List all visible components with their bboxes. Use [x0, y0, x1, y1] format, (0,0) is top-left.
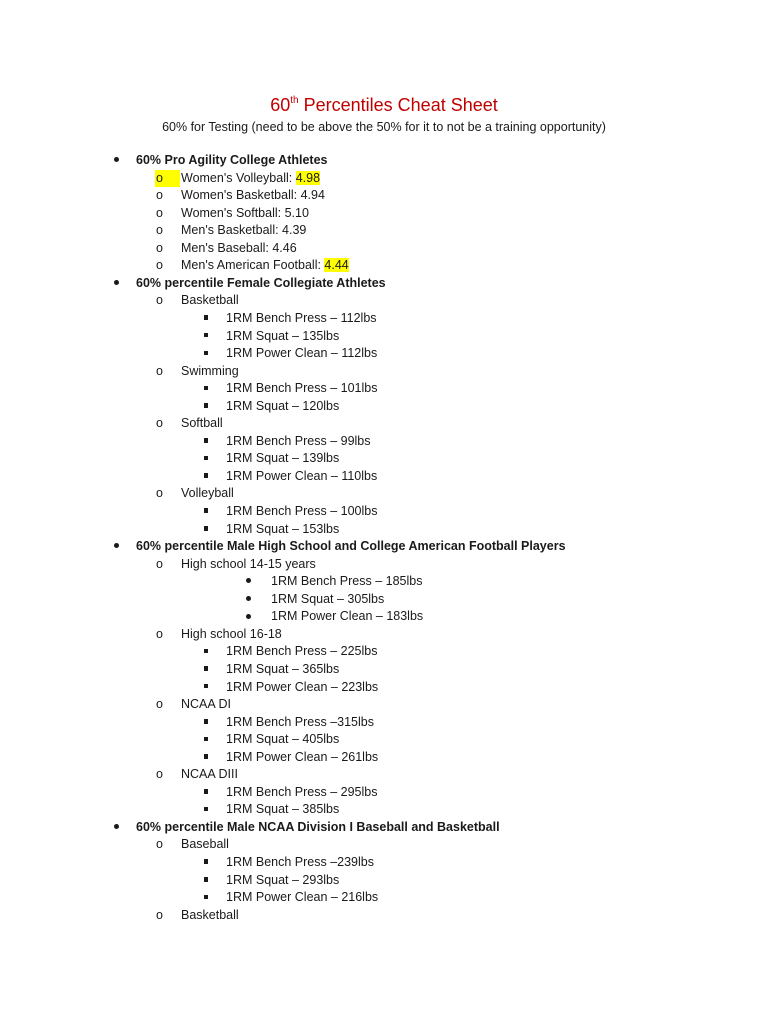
list-item-text: 1RM Bench Press – 295lbs: [226, 784, 378, 799]
list-item: [226, 398, 339, 416]
list-item-text: 60% percentile Male High School and College American Football Players: [136, 539, 566, 554]
list-item: [226, 749, 378, 767]
bullet-square-marker: [202, 345, 210, 363]
list-item-text: Softball: [181, 416, 223, 431]
bullet-square-marker: [202, 310, 210, 328]
list-item: [226, 661, 339, 679]
bullet-o-marker: o: [156, 556, 163, 571]
list-item-text: Women's Softball: 5.10: [181, 205, 309, 220]
list-item: [226, 380, 377, 398]
bullet-square-marker: [202, 731, 210, 749]
bullet-square-marker: [202, 380, 210, 398]
list-item: [181, 485, 234, 503]
list-item: [136, 538, 566, 556]
bullet-square-marker: [202, 521, 210, 539]
bullet-o-marker: o: [156, 767, 163, 782]
list-item-text: 1RM Squat – 293lbs: [226, 872, 340, 887]
list-item-text: 1RM Power Clean – 223lbs: [226, 679, 379, 694]
bullet-o-marker: o: [156, 907, 163, 922]
list-item-text: Basketball: [181, 293, 239, 308]
list-item: [226, 433, 371, 451]
bullet-square-marker: [202, 468, 210, 486]
list-item: [226, 345, 377, 363]
list-item: [226, 679, 378, 697]
list-item-text: 1RM Power Clean – 261lbs: [226, 749, 379, 764]
highlighted-value: 4.98: [295, 170, 321, 185]
bullet-o-marker: o: [156, 205, 163, 220]
list-item: [226, 643, 377, 661]
bullet-square-marker: [202, 854, 210, 872]
bullet-o-marker: o: [156, 293, 163, 308]
bullet-o-marker: o: [156, 697, 163, 712]
bullet-disc-marker: [244, 591, 252, 609]
list-item-text: 1RM Bench Press –315lbs: [226, 714, 374, 729]
list-item-text: Swimming: [181, 363, 239, 378]
bullet-disc-marker: [112, 275, 120, 293]
list-item: [181, 205, 309, 223]
list-item-text: 1RM Bench Press – 100lbs: [226, 504, 378, 518]
list-item-text: Men's Basketball: 4.39: [181, 223, 307, 238]
title-number: 60: [270, 95, 291, 115]
bullet-o-marker: o: [156, 363, 163, 378]
list-item: [181, 170, 320, 188]
list-item: [181, 556, 316, 574]
bullet-square-marker: [202, 679, 210, 697]
list-item: [226, 503, 377, 521]
list-item: [181, 836, 229, 854]
list-item: [226, 468, 377, 486]
list-item: [226, 450, 339, 468]
list-item: [271, 573, 422, 591]
list-item: [226, 854, 374, 872]
list-item: [226, 310, 377, 328]
bullet-o-marker: o: [156, 837, 163, 852]
list-item: [181, 907, 239, 925]
bullet-square-marker: [202, 801, 210, 819]
bullet-square-marker: [202, 784, 210, 802]
list-item: [136, 819, 500, 837]
list-item: [181, 626, 282, 644]
list-item: [226, 889, 378, 907]
list-item-text: 1RM Bench Press – 112lbs: [226, 310, 377, 325]
list-item: [226, 731, 339, 749]
bullet-o-marker: o: [156, 258, 163, 273]
list-item: [271, 608, 423, 626]
list-item: [181, 292, 239, 310]
list-item-text: 1RM Squat – 405lbs: [226, 732, 340, 747]
list-item-text: Men's American Football:: [181, 258, 325, 273]
bullet-o-marker: o: [156, 240, 163, 255]
list-item-text: 1RM Squat – 365lbs: [226, 661, 340, 676]
list-item: [181, 240, 297, 258]
list-item-text: 1RM Bench Press – 185lbs: [271, 574, 423, 589]
bullet-square-marker: [202, 872, 210, 890]
bullet-square-marker: [202, 643, 210, 661]
list-item: [226, 801, 339, 819]
page-title: [0, 94, 768, 116]
list-item: [181, 696, 231, 714]
bullet-o-marker: o: [156, 188, 163, 203]
list-item: [226, 784, 377, 802]
bullet-square-marker: [202, 433, 210, 451]
page-subtitle: 60% for Testing (need to be above the 50% for it to not be a training opportunity): [162, 120, 606, 134]
bullet-square-marker: [202, 398, 210, 416]
list-item-text: 1RM Bench Press – 225lbs: [226, 644, 378, 659]
list-item-text: 1RM Squat – 139lbs: [226, 451, 340, 466]
list-item: [181, 766, 238, 784]
list-item-text: Women's Volleyball:: [181, 170, 296, 185]
list-item: [226, 714, 374, 732]
list-item-text: 1RM Power Clean – 112lbs: [226, 346, 378, 361]
bullet-disc-marker: [112, 538, 120, 556]
bullet-o-marker: o: [156, 416, 163, 431]
list-item-text: NCAA DI: [181, 697, 232, 712]
bullet-o-marker: o: [155, 170, 180, 188]
list-item-text: Men's Baseball: 4.46: [181, 240, 297, 255]
bullet-o-marker: o: [156, 223, 163, 238]
list-item-text: 60% percentile Male NCAA Division I Baseball and Basketball: [136, 819, 500, 834]
list-item: [181, 257, 349, 275]
bullet-o-marker: o: [156, 626, 163, 641]
list-item: [181, 222, 306, 240]
highlighted-value: 4.44: [324, 258, 349, 273]
list-item: [226, 872, 339, 890]
list-item-text: 1RM Power Clean – 183lbs: [271, 609, 424, 624]
list-item: [136, 275, 386, 293]
list-item-text: 1RM Squat – 135lbs: [226, 328, 340, 343]
list-item-text: 1RM Squat – 385lbs: [226, 802, 340, 817]
list-item-text: Volleyball: [181, 486, 234, 501]
bullet-square-marker: [202, 714, 210, 732]
list-item-text: High school 14-15 years: [181, 556, 316, 571]
title-superscript: th: [290, 95, 299, 106]
list-item: [226, 521, 339, 539]
list-item-text: 1RM Power Clean – 216lbs: [226, 890, 379, 905]
bullet-disc-marker: [112, 819, 120, 837]
bullet-square-marker: [202, 661, 210, 679]
list-item-text: 1RM Squat – 153lbs: [226, 521, 340, 536]
list-item: [271, 591, 384, 609]
bullet-square-marker: [202, 749, 210, 767]
bullet-square-marker: [202, 450, 210, 468]
list-item: [226, 328, 339, 346]
list-item-text: Baseball: [181, 837, 229, 852]
list-item-text: High school 16-18: [181, 626, 282, 641]
list-item: [181, 415, 223, 433]
list-item-text: Basketball: [181, 907, 239, 922]
list-item-text: 60% percentile Female Collegiate Athletes: [136, 275, 386, 290]
list-item-text: Women's Basketball: 4.94: [181, 188, 325, 203]
list-item: [181, 187, 325, 205]
bullet-disc-marker: [112, 152, 120, 170]
bullet-disc-marker: [244, 573, 252, 591]
list-item: [181, 363, 239, 381]
list-item-text: 1RM Squat – 120lbs: [226, 398, 340, 413]
list-item-text: 1RM Bench Press –239lbs: [226, 855, 374, 869]
list-item-text: 1RM Bench Press – 99lbs: [226, 433, 371, 448]
bullet-square-marker: [202, 503, 210, 521]
title-text: Percentiles Cheat Sheet: [298, 95, 498, 115]
bullet-square-marker: [202, 328, 210, 346]
list-item-text: 60% Pro Agility College Athletes: [136, 153, 328, 167]
list-item-text: 1RM Bench Press – 101lbs: [226, 381, 378, 396]
bullet-o-marker: o: [156, 486, 163, 501]
list-item-text: 1RM Power Clean – 110lbs: [226, 468, 378, 483]
list-item-text: NCAA DIII: [181, 767, 238, 782]
bullet-square-marker: [202, 889, 210, 907]
list-item-text: 1RM Squat – 305lbs: [271, 591, 385, 606]
bullet-disc-marker: [244, 608, 252, 626]
list-item: [136, 152, 327, 170]
